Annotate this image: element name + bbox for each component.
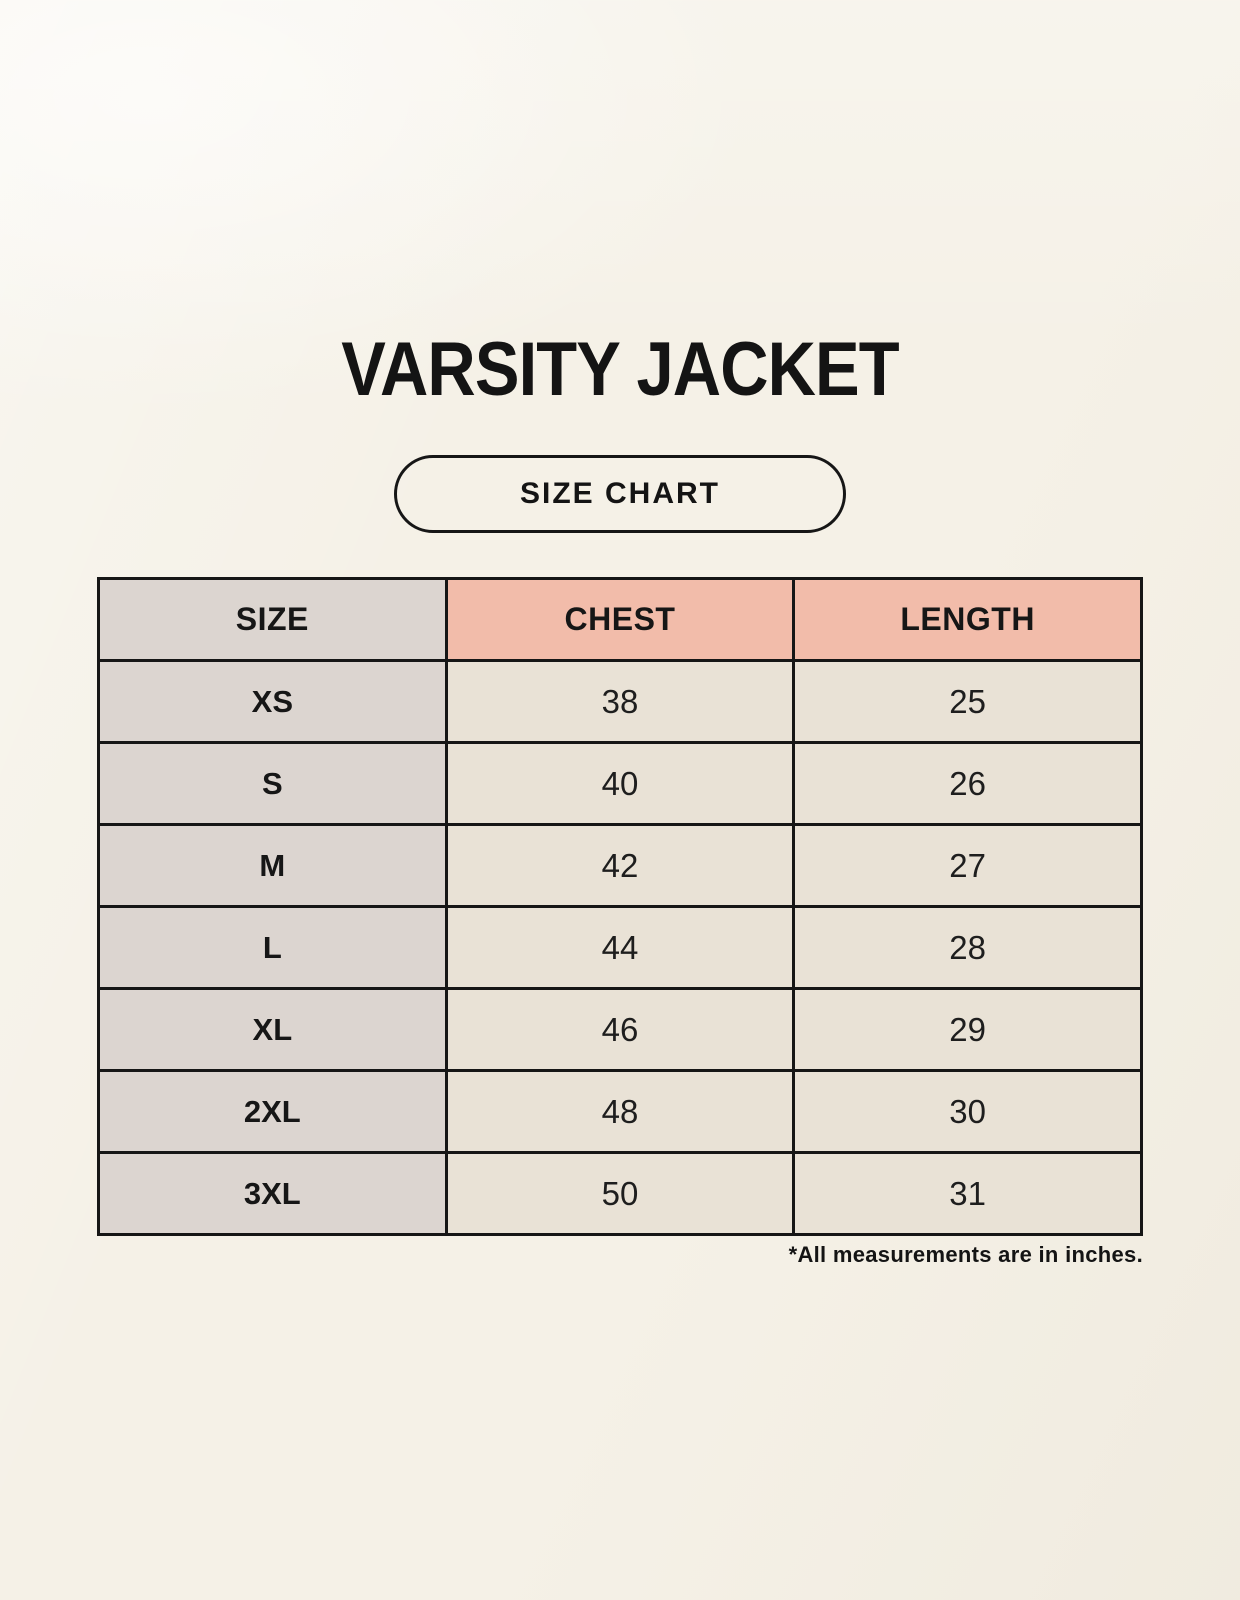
chest-cell: 38 bbox=[446, 661, 794, 743]
size-chart-badge-label: SIZE CHART bbox=[520, 477, 720, 510]
chest-cell: 46 bbox=[446, 989, 794, 1071]
table-header-row bbox=[99, 579, 1142, 661]
size-cell: XL bbox=[99, 989, 447, 1071]
size-cell: S bbox=[99, 743, 447, 825]
table-row bbox=[99, 825, 1142, 907]
page-title: VARSITY JACKET bbox=[341, 327, 899, 412]
size-chart-table bbox=[97, 577, 1143, 1236]
length-cell: 31 bbox=[794, 1153, 1142, 1235]
measurements-note: *All measurements are in inches. bbox=[788, 1242, 1143, 1267]
chest-cell: 44 bbox=[446, 907, 794, 989]
length-cell: 30 bbox=[794, 1071, 1142, 1153]
length-cell: 26 bbox=[794, 743, 1142, 825]
size-cell: L bbox=[99, 907, 447, 989]
length-cell: 25 bbox=[794, 661, 1142, 743]
table-row bbox=[99, 907, 1142, 989]
table-row bbox=[99, 1071, 1142, 1153]
size-cell: M bbox=[99, 825, 447, 907]
table-row bbox=[99, 989, 1142, 1071]
chest-cell: 40 bbox=[446, 743, 794, 825]
size-cell: 3XL bbox=[99, 1153, 447, 1235]
size-cell: XS bbox=[99, 661, 447, 743]
size-chart-badge bbox=[394, 455, 846, 533]
length-cell: 27 bbox=[794, 825, 1142, 907]
size-cell: 2XL bbox=[99, 1071, 447, 1153]
table-row bbox=[99, 1153, 1142, 1235]
column-header-length: LENGTH bbox=[794, 579, 1142, 661]
chest-cell: 50 bbox=[446, 1153, 794, 1235]
table-row bbox=[99, 661, 1142, 743]
column-header-size: SIZE bbox=[99, 579, 447, 661]
chest-cell: 48 bbox=[446, 1071, 794, 1153]
length-cell: 29 bbox=[794, 989, 1142, 1071]
chest-cell: 42 bbox=[446, 825, 794, 907]
column-header-chest: CHEST bbox=[446, 579, 794, 661]
table-row bbox=[99, 743, 1142, 825]
length-cell: 28 bbox=[794, 907, 1142, 989]
